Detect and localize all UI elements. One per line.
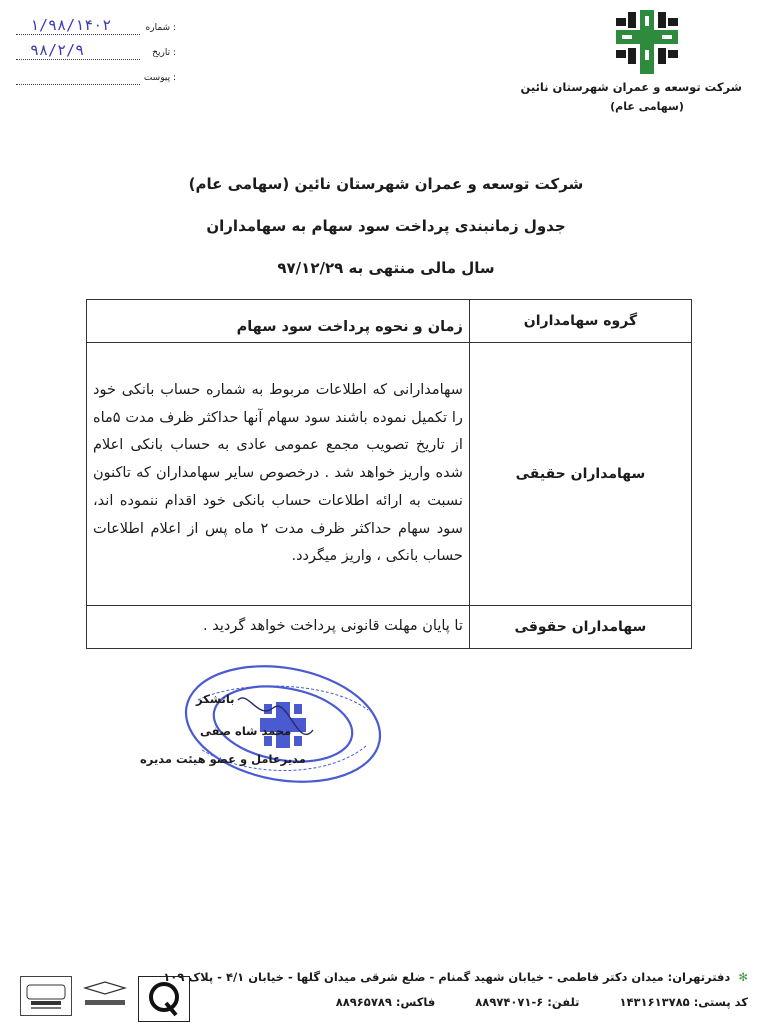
title-schedule: جدول زمانبندی پرداخت سود سهام به سهامداران: [206, 217, 566, 235]
letter-date-label: تاریخ :: [152, 48, 176, 58]
company-type: (سهامی عام): [610, 100, 684, 113]
meta-number-row: [16, 10, 176, 35]
signatory-name: محمد شاه صفی: [200, 724, 292, 738]
footer-address-text: دفترتهران: میدان دکتر فاطمی - خیابان شهید گمنام - ضلع شرقی میدان گلها - خیابان ۴/۱ - پلاک ۱۰۹: [163, 970, 731, 984]
footer-address: [163, 970, 748, 984]
meta-date-row: [16, 35, 176, 60]
company-logo-icon: [612, 8, 682, 76]
letter-date-value: ۹۸/۲/۹: [16, 41, 140, 60]
footer-postal-code: کد پستی: ۱۴۳۱۶۱۳۷۸۵: [619, 995, 748, 1009]
company-header: [520, 8, 742, 113]
footer-phone: تلفن: ۶-۸۸۹۷۴۰۷۱: [475, 995, 580, 1009]
signatory-title: مدیرعامل و عضو هیئت مدیره: [140, 752, 306, 766]
meta-attachment-row: [16, 60, 176, 85]
title-fiscal-year: سال مالی منتهی به ۹۷/۱۲/۲۹: [277, 259, 495, 277]
star-icon: ✻: [738, 970, 748, 984]
letter-attachment-value: [16, 84, 140, 85]
table-row: [87, 606, 692, 649]
dividend-schedule-table: [86, 299, 692, 649]
tuv-badge-icon: [20, 976, 72, 1016]
table-row: [87, 343, 692, 606]
header-payment-timing: زمان و نحوه پرداخت سود سهام: [87, 300, 470, 343]
footer-fax: فاکس: ۸۸۹۶۵۷۸۹: [335, 995, 436, 1009]
row-group-individual: سهامداران حقیقی: [469, 343, 691, 606]
title-company: شرکت توسعه و عمران شهرستان نائین (سهامی عام): [188, 175, 584, 193]
row-timing-legal: تا پایان مهلت قانونی پرداخت خواهد گردید .: [87, 606, 470, 649]
letter-attachment-label: پیوست :: [143, 73, 176, 83]
row-group-legal: سهامداران حقوقی: [469, 606, 691, 649]
letter-meta: [16, 10, 176, 85]
quality-q-logo-icon: [138, 976, 190, 1022]
document-titles: [0, 174, 772, 300]
signature-closing: باتشکر: [196, 692, 235, 706]
letter-number-label: شماره :: [145, 23, 176, 33]
footer-contacts: [336, 995, 748, 1009]
letter-number-value: ۱/۹۸/۱۴۰۲: [16, 16, 140, 35]
company-name: شرکت توسعه و عمران شهرستان نائین: [520, 80, 742, 94]
table-header-row: [87, 300, 692, 343]
header-shareholder-group: گروه سهامداران: [469, 300, 691, 343]
row-timing-individual: سهامدارانی که اطلاعات مربوط به شماره حساب بانکی خود را تکمیل نموده باشند سود سهام آنها حداکثر ظرف مدت ۵ماه از تاریخ تصویب مجمع عمومی عادی به حساب بانکی اعلام شده واریز خواهد شد . درخصوص سایر سهامداران که تاکنون نسبت به ارائه اطلاعات حساب بانکی خود اقدام ننموده اند، سود سهام حداکثر ظرف مدت ۲ ماه پس از اعلام اطلاعات حساب بانکی ، واریز میگردد.: [87, 343, 470, 606]
tuv-nord-logo-icon: [76, 976, 134, 1014]
certification-badges: [20, 976, 190, 1022]
